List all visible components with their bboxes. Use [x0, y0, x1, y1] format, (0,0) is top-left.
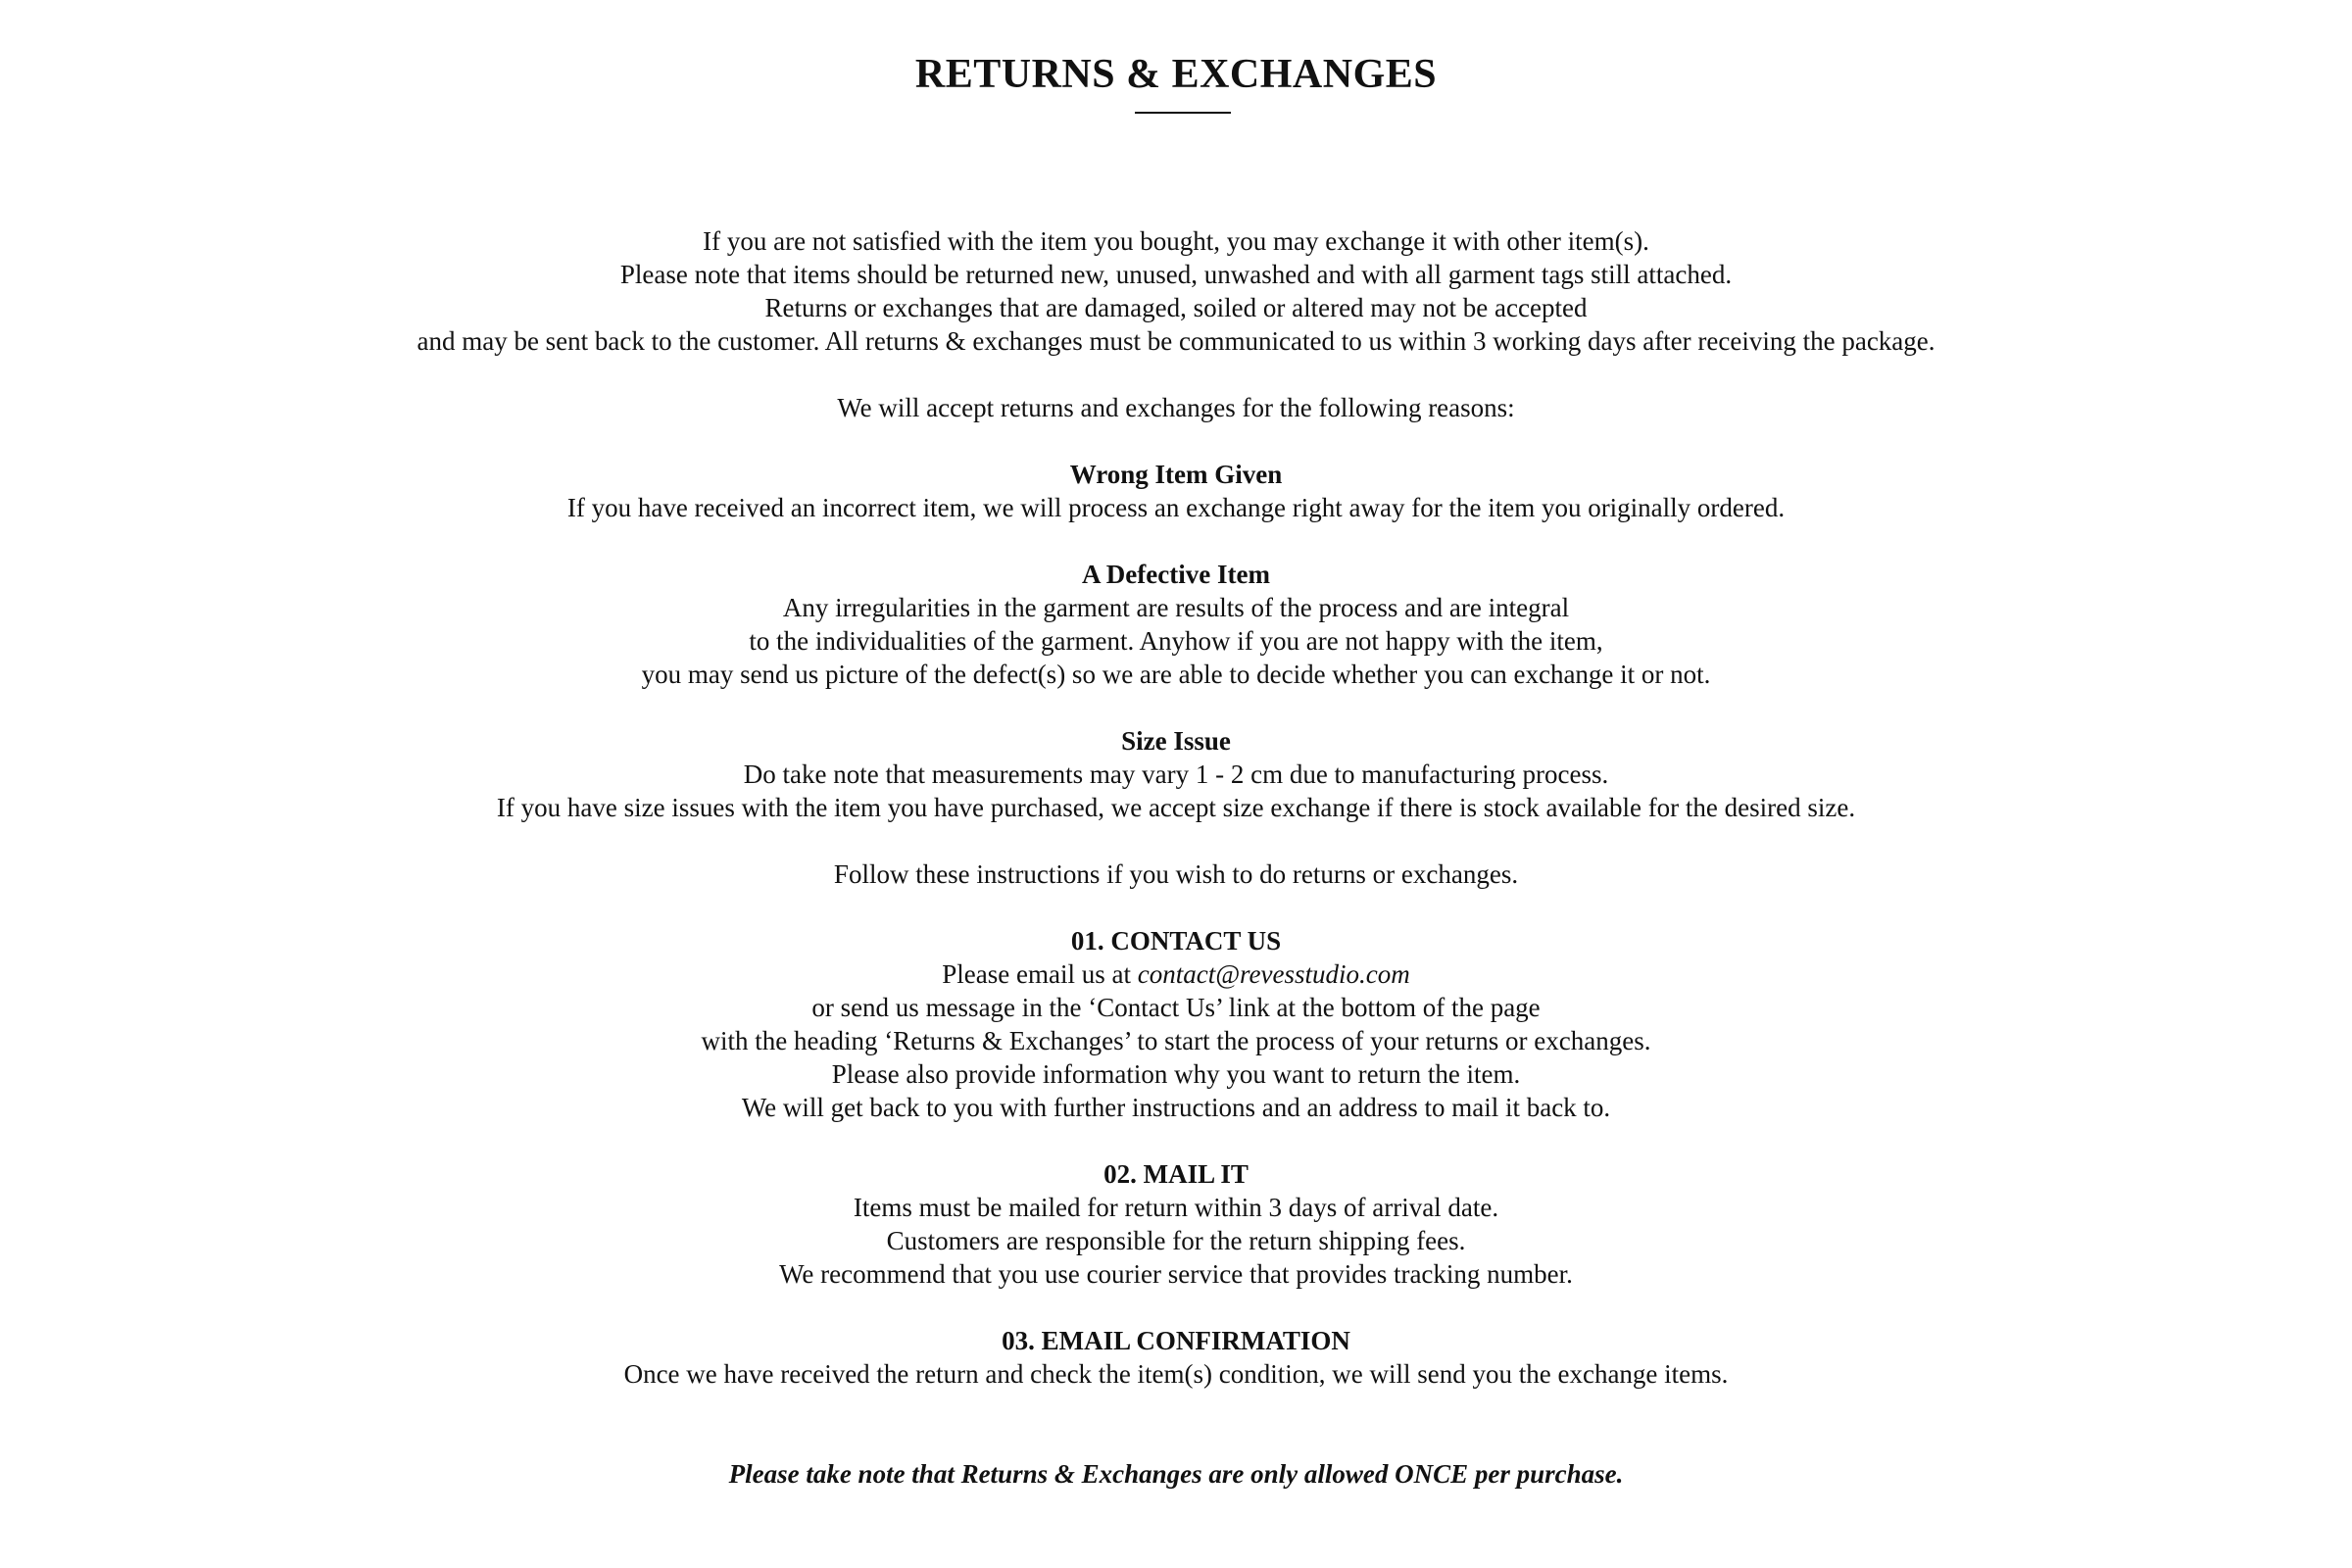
reason-size-issue	[0, 724, 2352, 824]
step-line: with the heading ‘Returns & Exchanges’ to start the process of your returns or exchanges.	[701, 1026, 1651, 1055]
step-heading: 01. CONTACT US	[1070, 926, 1282, 956]
step-mail-it	[0, 1157, 2352, 1291]
reason-line: Do take note that measurements may vary 1 - 2 cm due to manufacturing process.	[743, 760, 1609, 789]
step-line: Customers are responsible for the return shipping fees.	[886, 1226, 1466, 1255]
policy-content	[0, 224, 2352, 1491]
contact-email: contact@revesstudio.com	[1137, 959, 1410, 989]
step-heading: 03. EMAIL CONFIRMATION	[1002, 1326, 1350, 1355]
page-title: RETURNS & EXCHANGES	[914, 52, 1438, 97]
reason-line: If you have received an incorrect item, we will process an exchange right away for the item you originally ordered.	[566, 493, 1786, 522]
step-line: or send us message in the ‘Contact Us’ link at the bottom of the page	[811, 993, 1541, 1022]
step-contact-us	[0, 924, 2352, 1124]
step-line: Items must be mailed for return within 3 days of arrival date.	[853, 1193, 1499, 1222]
intro-line: and may be sent back to the customer. All returns & exchanges must be communicated to us within 3 working days after receiving the package.	[416, 326, 1936, 356]
step-line: Once we have received the return and check the item(s) condition, we will send you the exchange items.	[623, 1359, 1729, 1389]
reason-line: If you have size issues with the item you have purchased, we accept size exchange if there is stock available for the desired size.	[496, 793, 1856, 822]
title-underline	[1135, 112, 1231, 114]
reason-heading: Size Issue	[1121, 726, 1231, 756]
spacer	[0, 424, 2352, 458]
spacer	[0, 691, 2352, 724]
step-line: Please also provide information why you want to return the item.	[831, 1059, 1521, 1089]
instructions-intro: Follow these instructions if you wish to do returns or exchanges.	[833, 859, 1519, 889]
intro-line: If you are not satisfied with the item you bought, you may exchange it with other item(s).	[703, 226, 1649, 256]
reason-wrong-item	[0, 458, 2352, 524]
reason-line: Any irregularities in the garment are results of the process and are integral	[782, 593, 1570, 622]
step-line: We recommend that you use courier service that provides tracking number.	[779, 1259, 1573, 1289]
intro-section	[0, 224, 2352, 358]
spacer	[0, 824, 2352, 858]
reasons-intro: We will accept returns and exchanges for the following reasons:	[837, 393, 1515, 422]
spacer	[0, 1124, 2352, 1157]
reason-heading: Wrong Item Given	[1069, 460, 1283, 489]
email-prefix: Please email us at	[942, 959, 1138, 989]
step-heading: 02. MAIL IT	[1103, 1159, 1249, 1189]
spacer	[0, 891, 2352, 924]
intro-line: Returns or exchanges that are damaged, soiled or altered may not be accepted	[764, 293, 1588, 322]
step-email-confirmation	[0, 1324, 2352, 1391]
spacer	[0, 524, 2352, 558]
reason-defective-item	[0, 558, 2352, 691]
reason-heading: A Defective Item	[1082, 560, 1270, 589]
once-per-purchase-note: Please take note that Returns & Exchanges are only allowed ONCE per purchase.	[728, 1459, 1624, 1489]
spacer	[0, 358, 2352, 391]
intro-line: Please note that items should be returned new, unused, unwashed and with all garment tags still attached.	[619, 260, 1733, 289]
spacer	[0, 1291, 2352, 1324]
step-line: We will get back to you with further instructions and an address to mail it back to.	[741, 1093, 1611, 1122]
step-line	[0, 957, 2352, 991]
reason-line: to the individualities of the garment. Anyhow if you are not happy with the item,	[749, 626, 1603, 656]
reason-line: you may send us picture of the defect(s) so we are able to decide whether you can exchange it or not.	[641, 660, 1711, 689]
spacer	[0, 1391, 2352, 1457]
